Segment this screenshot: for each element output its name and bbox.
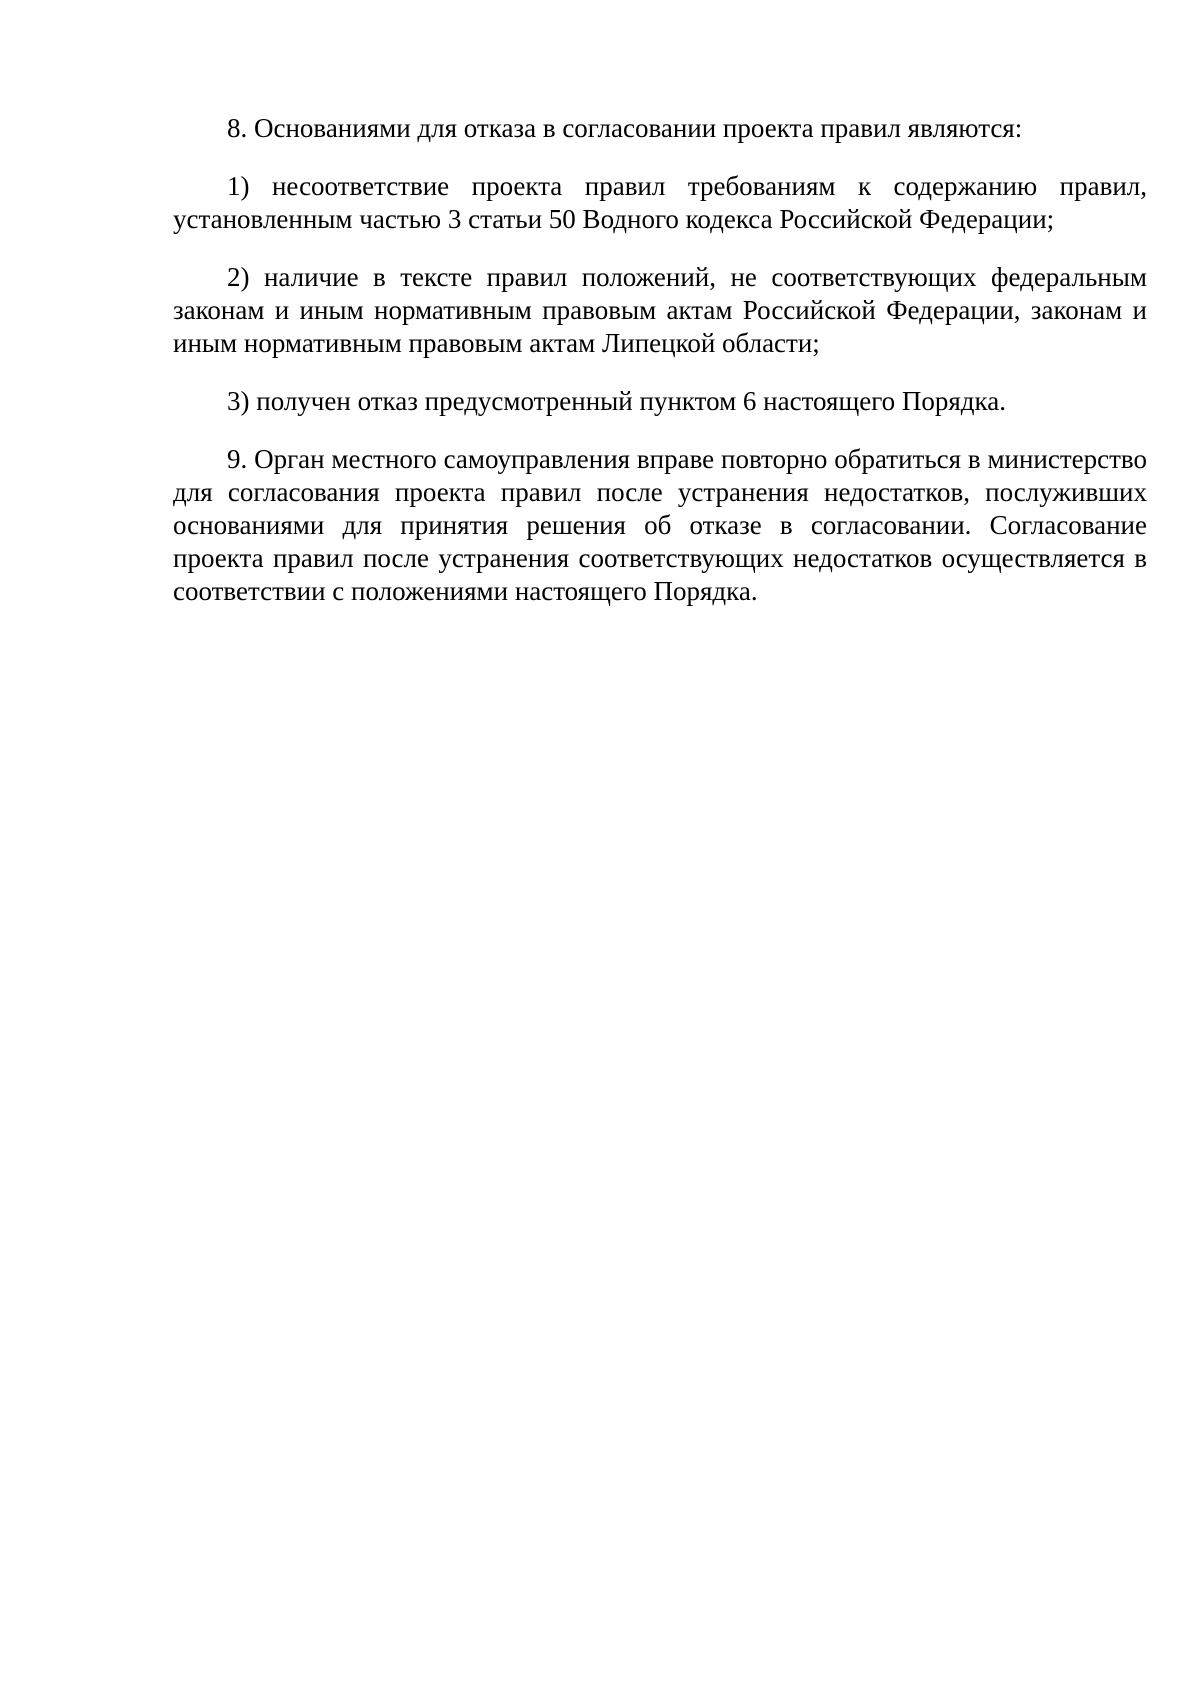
paragraph-subitem-3: 3) получен отказ предусмотренный пунктом 6 настоящего Порядка.: [227, 386, 1006, 416]
paragraph-item-9: 9. Орган местного самоуправления вправе повторно обратиться в министерство для согласования проекта правил после устранения недостатков, послуживших основаниями для принятия решения об отказе в согласовании. Согласование проекта правил после устранения соответствующих недостатков осуществляется в соответствии с положениями настоящего Порядка.: [173, 444, 1147, 606]
paragraph-item-8-heading: 8. Основаниями для отказа в согласовании проекта правил являются:: [227, 113, 1023, 143]
paragraph-subitem-2: 2) наличие в тексте правил положений, не соответствующих федеральным законам и иным нормативным правовым актам Российской Федерации, законам и иным нормативным правовым актам Липецкой области;: [173, 262, 1147, 358]
document-body: [173, 112, 1147, 633]
paragraph-subitem-1: 1) несоответствие проекта правил требованиям к содержанию правил, установленным частью 3 статьи 50 Водного кодекса Российской Федерации;: [173, 171, 1147, 234]
